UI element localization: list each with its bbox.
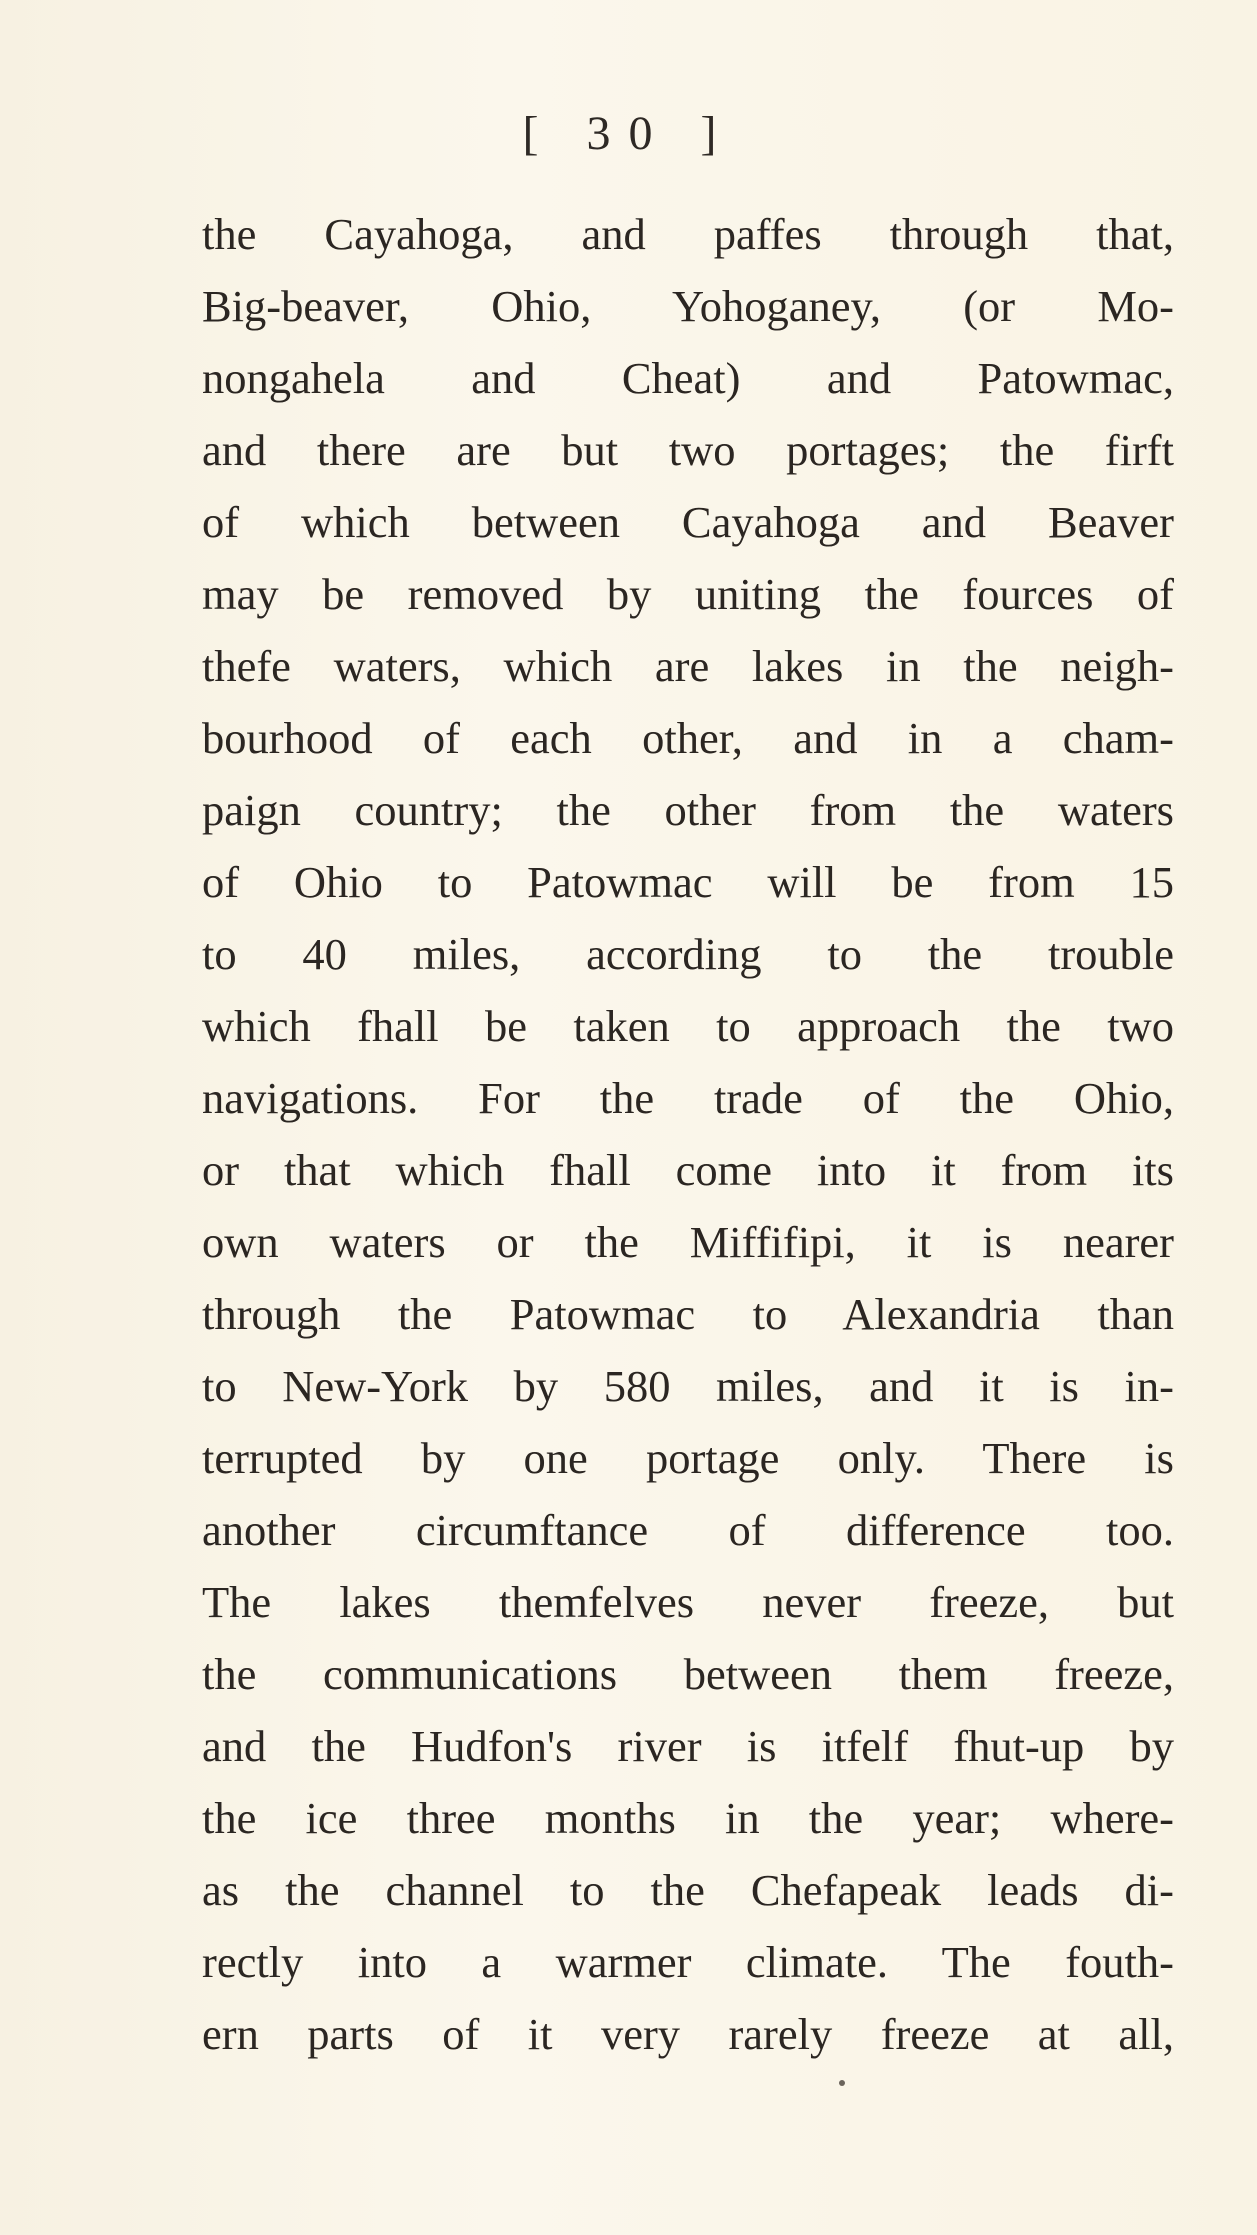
text-line: The lakes themfelves never freeze, but xyxy=(202,1577,1174,1627)
page-number: [ 30 ] xyxy=(522,107,735,160)
text-line: bourhood of each other, and in a cham- xyxy=(202,713,1174,763)
text-line: ern parts of it very rarely freeze at all, xyxy=(202,2009,1174,2059)
text-line: thefe waters, which are lakes in the neigh- xyxy=(202,641,1174,691)
text-line: the Cayahoga, and paffes through that, xyxy=(202,209,1174,259)
text-line: the communications between them freeze, xyxy=(202,1649,1174,1699)
text-line: own waters or the Miffifipi, it is nearer xyxy=(202,1217,1174,1267)
text-line: or that which fhall come into it from its xyxy=(202,1145,1174,1195)
text-line: another circumftance of difference too. xyxy=(202,1505,1174,1555)
text-line: and the Hudfon's river is itfelf fhut-up by xyxy=(202,1721,1174,1771)
text-line: which fhall be taken to approach the two xyxy=(202,1001,1174,1051)
text-line: terrupted by one portage only. There is xyxy=(202,1433,1174,1483)
text-line: through the Patowmac to Alexandria than xyxy=(202,1289,1174,1339)
text-line: to 40 miles, according to the trouble xyxy=(202,929,1174,979)
text-line: paign country; the other from the waters xyxy=(202,785,1174,835)
text-line: of which between Cayahoga and Beaver xyxy=(202,497,1174,547)
text-line: may be removed by uniting the fources of xyxy=(202,569,1174,619)
body-text xyxy=(202,198,1174,2070)
text-line: navigations. For the trade of the Ohio, xyxy=(202,1073,1174,1123)
text-line: Big-beaver, Ohio, Yohoganey, (or Mo- xyxy=(202,281,1174,331)
ink-speck xyxy=(839,2080,845,2086)
text-line: as the channel to the Chefapeak leads di- xyxy=(202,1865,1174,1915)
text-line: to New-York by 580 miles, and it is in- xyxy=(202,1361,1174,1411)
text-line: of Ohio to Patowmac will be from 15 xyxy=(202,857,1174,907)
text-line: nongahela and Cheat) and Patowmac, xyxy=(202,353,1174,403)
text-line: and there are but two portages; the firft xyxy=(202,425,1174,475)
text-line: the ice three months in the year; where- xyxy=(202,1793,1174,1843)
text-line: rectly into a warmer climate. The fouth- xyxy=(202,1937,1174,1987)
